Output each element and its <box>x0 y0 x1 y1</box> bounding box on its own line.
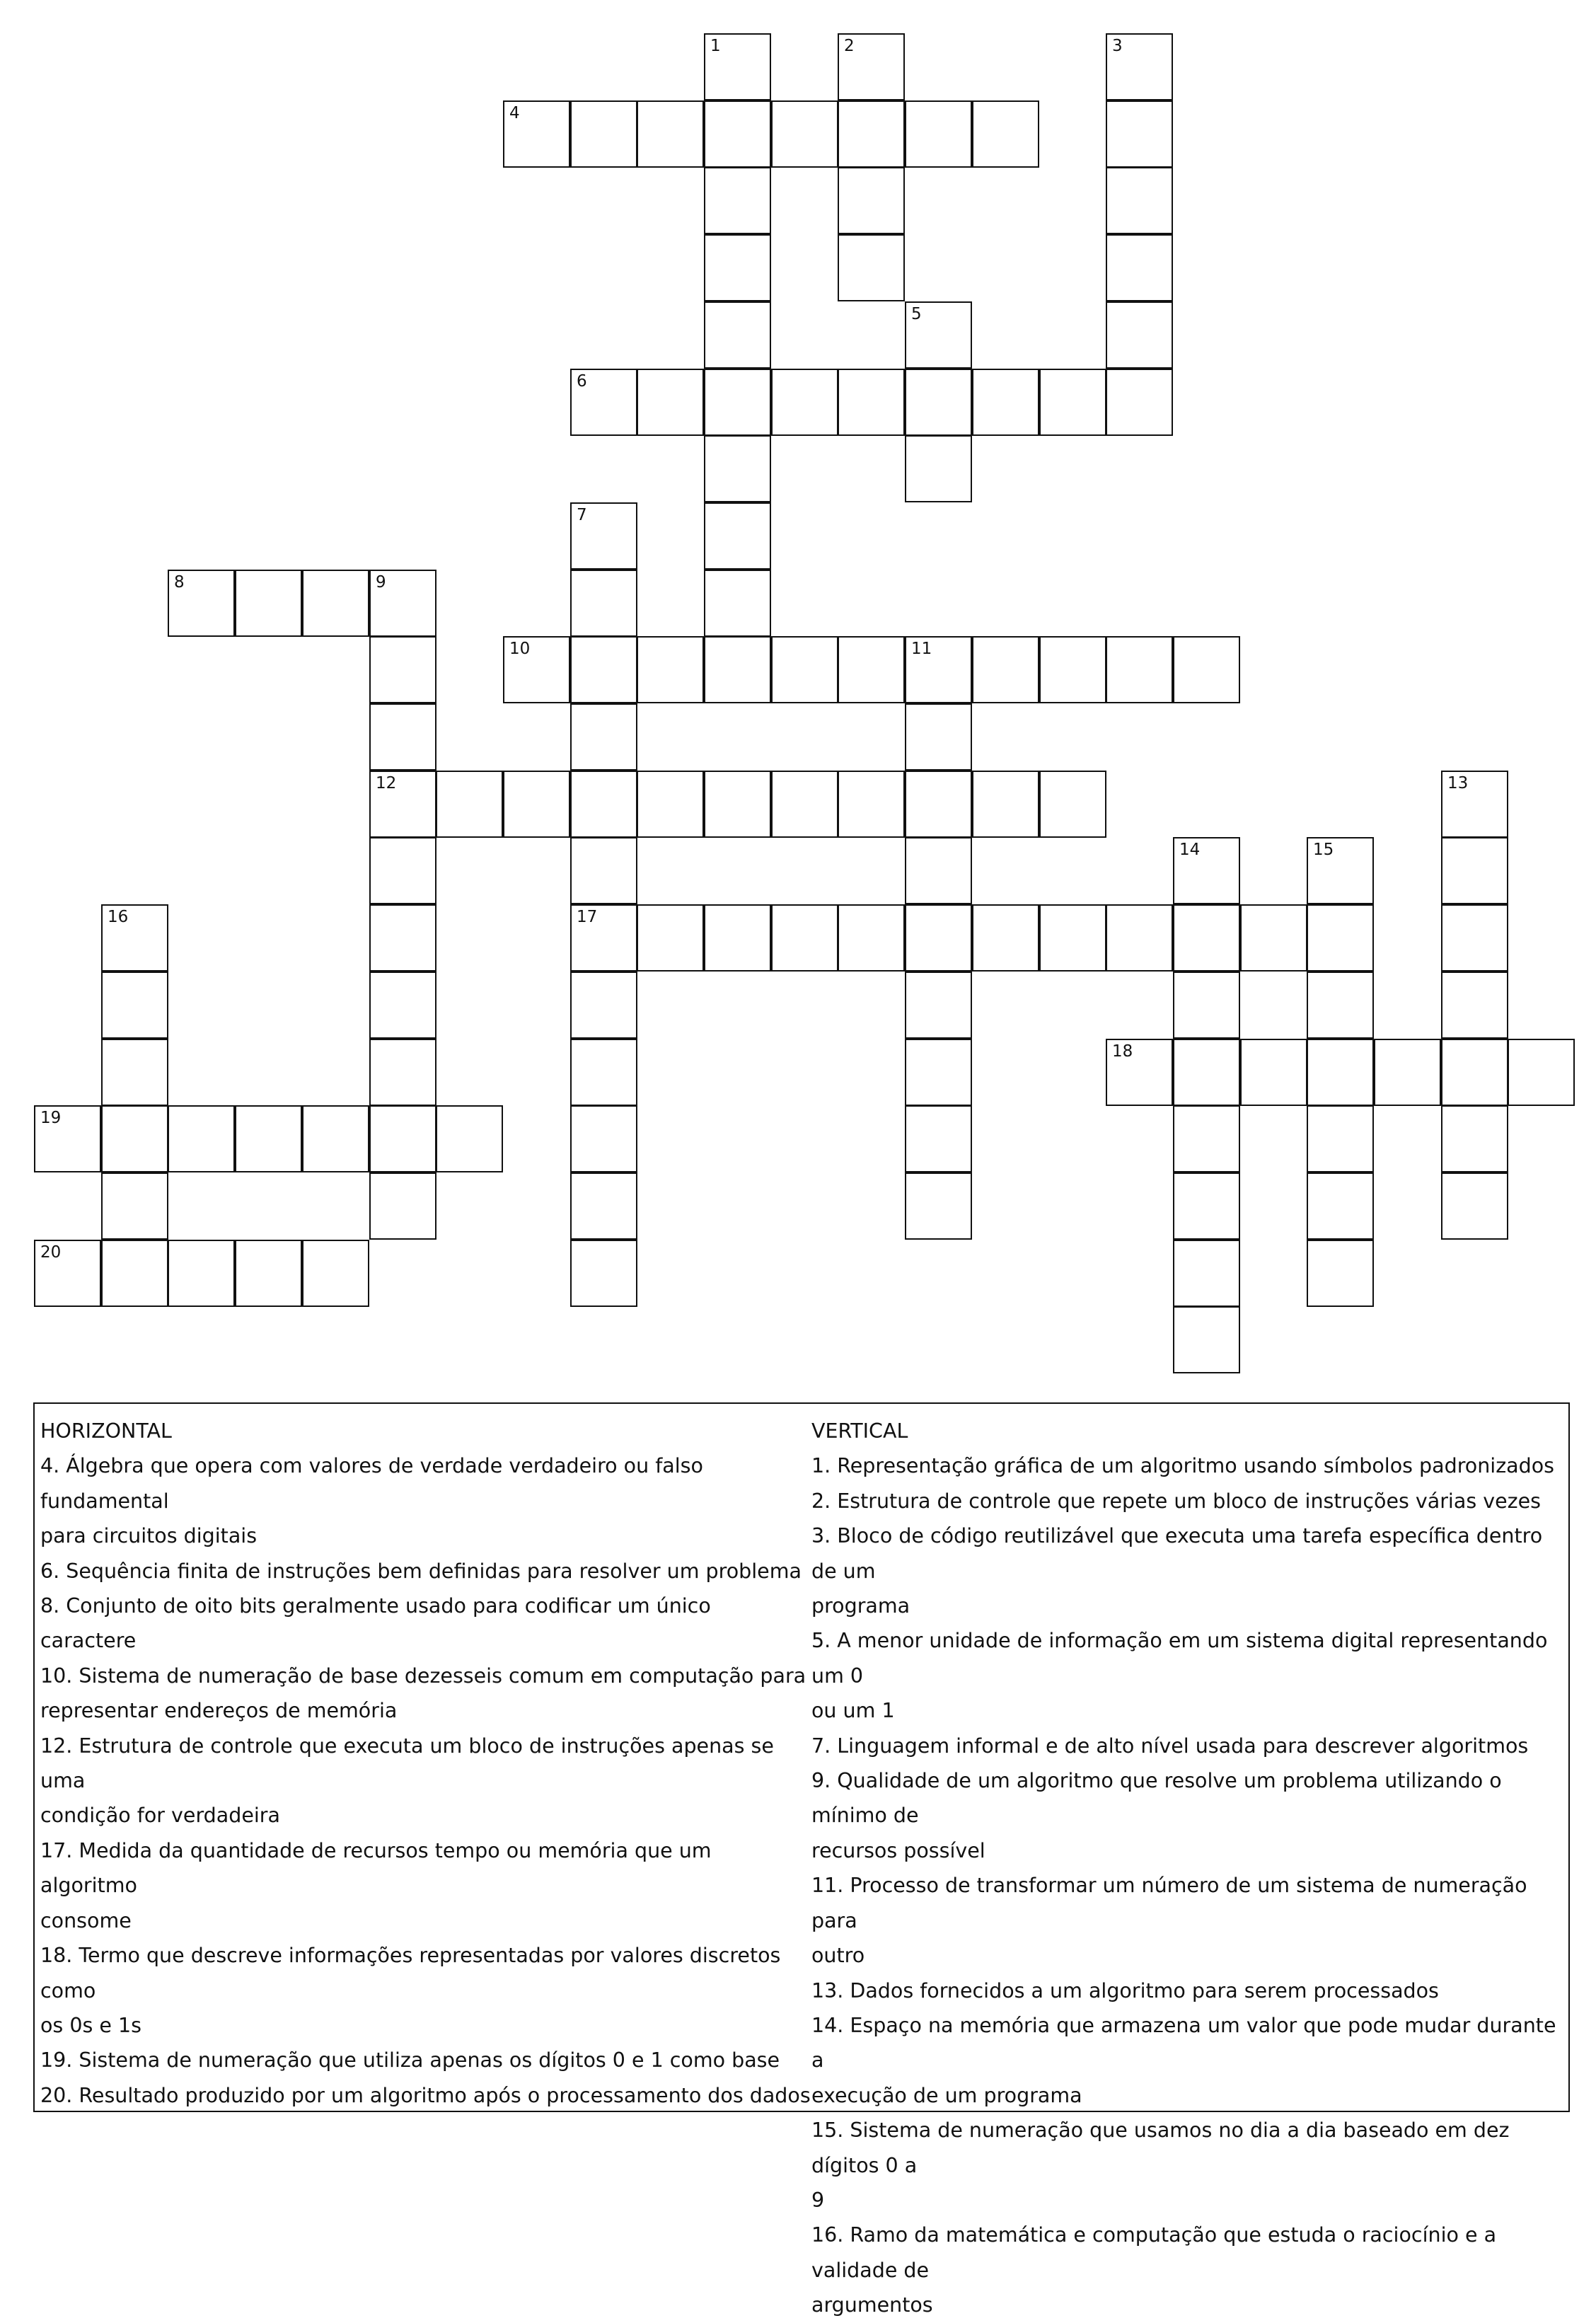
clue-line: ou um 1 <box>811 1699 895 1723</box>
crossword-cell[interactable] <box>1307 1240 1374 1307</box>
crossword-cell[interactable] <box>570 570 637 637</box>
clue-line: para circuitos digitais <box>40 1524 258 1548</box>
crossword-cell[interactable] <box>704 369 771 436</box>
crossword-cell[interactable] <box>838 234 905 301</box>
clue-line: 7. Linguagem informal e de alto nível usada para descrever algoritmos <box>811 1734 1529 1758</box>
clue-number: 15 <box>1313 841 1334 859</box>
crossword-cell[interactable] <box>905 1105 972 1172</box>
crossword-cell[interactable] <box>235 1105 302 1172</box>
crossword-cell[interactable] <box>570 904 637 972</box>
crossword-cell[interactable] <box>1307 1039 1374 1106</box>
clue-line: condição for verdadeira <box>40 1804 280 1828</box>
crossword-cell[interactable] <box>570 1172 637 1240</box>
crossword-cell[interactable] <box>1307 837 1374 904</box>
crossword-cell[interactable] <box>34 1240 101 1307</box>
clue-line: consome <box>40 1908 132 1932</box>
crossword-cell[interactable] <box>34 1105 101 1172</box>
clue-number: 11 <box>911 640 932 658</box>
crossword-cell[interactable] <box>1307 972 1374 1039</box>
crossword-cell[interactable] <box>1307 1105 1374 1172</box>
clue-number: 4 <box>509 104 520 122</box>
clue-number: 18 <box>1112 1042 1133 1061</box>
crossword-cell[interactable] <box>704 100 771 168</box>
crossword-cell[interactable] <box>704 502 771 570</box>
crossword-cell[interactable] <box>1173 1240 1240 1307</box>
crossword-cell[interactable] <box>168 570 235 637</box>
crossword-cell[interactable] <box>570 972 637 1039</box>
crossword-cell[interactable] <box>503 100 570 168</box>
crossword-cell[interactable] <box>838 904 905 972</box>
crossword-cell[interactable] <box>1106 636 1173 703</box>
crossword-cell[interactable] <box>369 771 436 838</box>
clue-line: 6. Sequência finita de instruções bem definidas para resolver um problema <box>40 1559 802 1583</box>
clues-heading: HORIZONTAL <box>40 1419 172 1443</box>
crossword-cell[interactable] <box>369 904 436 972</box>
clue-line: representar endereços de memória <box>40 1699 398 1723</box>
crossword-cell[interactable] <box>905 100 972 168</box>
crossword-cell[interactable] <box>369 570 436 637</box>
clue-line: 10. Sistema de numeração de base dezesseis comum em computação para <box>40 1664 806 1688</box>
crossword-cell[interactable] <box>1173 1306 1240 1373</box>
crossword-cell[interactable] <box>972 369 1039 436</box>
crossword-cell[interactable] <box>1307 1172 1374 1240</box>
crossword-cell[interactable] <box>1106 167 1173 234</box>
crossword-cell[interactable] <box>1106 234 1173 301</box>
clue-line: 12. Estrutura de controle que executa um bloco de instruções apenas se uma <box>40 1734 774 1793</box>
crossword-cell[interactable] <box>168 1240 235 1307</box>
crossword-cell[interactable] <box>637 100 704 168</box>
crossword-cell[interactable] <box>637 904 704 972</box>
clue-number: 13 <box>1447 774 1469 792</box>
crossword-cell[interactable] <box>637 636 704 703</box>
crossword-cell[interactable] <box>570 636 637 703</box>
crossword-cell[interactable] <box>838 167 905 234</box>
crossword-cell[interactable] <box>704 771 771 838</box>
crossword-cell[interactable] <box>905 703 972 771</box>
crossword-cell[interactable] <box>1173 1039 1240 1106</box>
crossword-cell[interactable] <box>1106 904 1173 972</box>
crossword-cell[interactable] <box>905 636 972 703</box>
crossword-cell[interactable] <box>1039 369 1106 436</box>
clue-number: 6 <box>577 372 587 391</box>
crossword-cell[interactable] <box>1441 1172 1508 1240</box>
horizontal-clues <box>40 1414 811 2113</box>
crossword-cell[interactable] <box>905 771 972 838</box>
clue-number: 8 <box>174 573 185 592</box>
crossword-cell[interactable] <box>838 100 905 168</box>
crossword-cell[interactable] <box>704 904 771 972</box>
crossword-cell[interactable] <box>704 234 771 301</box>
crossword-cell[interactable] <box>905 1172 972 1240</box>
crossword-cell[interactable] <box>1173 972 1240 1039</box>
crossword-cell[interactable] <box>771 771 838 838</box>
crossword-cell[interactable] <box>905 369 972 436</box>
crossword-cell[interactable] <box>1173 636 1240 703</box>
clue-line: argumentos <box>811 2293 933 2317</box>
crossword-cell[interactable] <box>704 33 771 100</box>
crossword-cell[interactable] <box>1240 904 1307 972</box>
clue-line: 17. Medida da quantidade de recursos tempo ou memória que um algoritmo <box>40 1838 712 1898</box>
crossword-cell[interactable] <box>503 771 570 838</box>
crossword-cell[interactable] <box>101 1240 168 1307</box>
clue-number: 3 <box>1112 37 1123 55</box>
crossword-cell[interactable] <box>570 100 637 168</box>
crossword-cell[interactable] <box>905 301 972 369</box>
crossword-cell[interactable] <box>838 771 905 838</box>
clue-line: 11. Processo de transformar um número de um sistema de numeração para <box>811 1874 1527 1932</box>
crossword-cell[interactable] <box>369 1039 436 1106</box>
crossword-cell[interactable] <box>1106 301 1173 369</box>
crossword-cell[interactable] <box>570 1240 637 1307</box>
clue-line: 13. Dados fornecidos a um algoritmo para serem processados <box>811 1978 1439 2002</box>
crossword-cell[interactable] <box>570 703 637 771</box>
crossword-cell[interactable] <box>1039 636 1106 703</box>
crossword-cell[interactable] <box>771 636 838 703</box>
clue-line: 18. Termo que descreve informações representadas por valores discretos como <box>40 1944 781 2002</box>
crossword-cell[interactable] <box>369 837 436 904</box>
crossword-cell[interactable] <box>235 1240 302 1307</box>
crossword-cell[interactable] <box>101 972 168 1039</box>
vertical-clues <box>811 1414 1570 2323</box>
crossword-cell[interactable] <box>369 703 436 771</box>
clue-line: 19. Sistema de numeração que utiliza apenas os dígitos 0 e 1 como base <box>40 2048 780 2073</box>
crossword-cell[interactable] <box>972 771 1039 838</box>
clue-number: 16 <box>108 908 129 926</box>
crossword-cell[interactable] <box>838 33 905 100</box>
clue-number: 1 <box>710 37 721 55</box>
clue-number: 10 <box>509 640 531 658</box>
clue-line: 3. Bloco de código reutilizável que executa uma tarefa específica dentro de um <box>811 1524 1543 1583</box>
clue-line: 15. Sistema de numeração que usamos no dia a dia baseado em dez dígitos 0 a <box>811 2119 1510 2177</box>
crossword-cell[interactable] <box>972 904 1039 972</box>
crossword-cell[interactable] <box>369 1105 436 1172</box>
crossword-cell[interactable] <box>1441 771 1508 838</box>
crossword-cell[interactable] <box>1441 837 1508 904</box>
crossword-cell[interactable] <box>905 904 972 972</box>
crossword-cell[interactable] <box>905 837 972 904</box>
crossword-cell[interactable] <box>704 301 771 369</box>
crossword-cell[interactable] <box>302 1240 369 1307</box>
crossword-cell[interactable] <box>503 636 570 703</box>
crossword-cell[interactable] <box>704 435 771 502</box>
crossword-cell[interactable] <box>1441 1039 1508 1106</box>
clue-number: 12 <box>376 774 397 792</box>
clue-number: 5 <box>911 305 922 323</box>
crossword-cell[interactable] <box>302 1105 369 1172</box>
crossword-cell[interactable] <box>1441 1105 1508 1172</box>
crossword-cell[interactable] <box>704 570 771 637</box>
crossword-cell[interactable] <box>1106 33 1173 100</box>
crossword-cell[interactable] <box>637 771 704 838</box>
crossword-cell[interactable] <box>704 167 771 234</box>
crossword-cell[interactable] <box>1173 1172 1240 1240</box>
crossword-cell[interactable] <box>235 570 302 637</box>
clue-line: outro <box>811 1944 865 1968</box>
crossword-cell[interactable] <box>1173 1105 1240 1172</box>
crossword-cell[interactable] <box>1441 972 1508 1039</box>
crossword-cell[interactable] <box>101 904 168 972</box>
crossword-cell[interactable] <box>570 369 637 436</box>
crossword-cell[interactable] <box>1106 369 1173 436</box>
crossword-cell[interactable] <box>302 570 369 637</box>
crossword-cell[interactable] <box>838 369 905 436</box>
clue-line: programa <box>811 1594 910 1618</box>
crossword-cell[interactable] <box>1106 100 1173 168</box>
crossword-cell[interactable] <box>1039 771 1106 838</box>
crossword-cell[interactable] <box>570 771 637 838</box>
crossword-cell[interactable] <box>101 1105 168 1172</box>
clue-line: 1. Representação gráfica de um algoritmo usando símbolos padronizados <box>811 1454 1555 1478</box>
clue-line: 8. Conjunto de oito bits geralmente usado para codificar um único caractere <box>40 1594 711 1653</box>
clue-line: 16. Ramo da matemática e computação que estuda o raciocínio e a validade de <box>811 2223 1497 2282</box>
crossword-cell[interactable] <box>570 1039 637 1106</box>
crossword-cell[interactable] <box>570 837 637 904</box>
crossword-cell[interactable] <box>771 369 838 436</box>
clue-number: 7 <box>577 506 587 524</box>
crossword-cell[interactable] <box>771 904 838 972</box>
clue-number: 17 <box>577 908 598 926</box>
clue-line: 5. A menor unidade de informação em um sistema digital representando um 0 <box>811 1629 1548 1688</box>
clue-line: 14. Espaço na memória que armazena um valor que pode mudar durante a <box>811 2013 1556 2073</box>
crossword-cell[interactable] <box>570 502 637 570</box>
crossword-cell[interactable] <box>1173 837 1240 904</box>
clue-line: execução de um programa <box>811 2083 1082 2107</box>
crossword-cell[interactable] <box>436 1105 503 1172</box>
crossword-cell[interactable] <box>369 972 436 1039</box>
crossword-cell[interactable] <box>637 369 704 436</box>
crossword-cell[interactable] <box>369 636 436 703</box>
crossword-cell[interactable] <box>570 1105 637 1172</box>
crossword-cell[interactable] <box>771 100 838 168</box>
crossword-cell[interactable] <box>1173 904 1240 972</box>
clue-line: 20. Resultado produzido por um algoritmo após o processamento dos dados <box>40 2083 811 2107</box>
clue-number: 2 <box>844 37 855 55</box>
clue-number: 14 <box>1179 841 1201 859</box>
crossword-cell[interactable] <box>101 1172 168 1240</box>
crossword-cell[interactable] <box>1240 1039 1307 1106</box>
crossword-cell[interactable] <box>704 636 771 703</box>
clue-number: 20 <box>40 1243 62 1262</box>
clue-line: recursos possível <box>811 1838 985 1862</box>
crossword-cell[interactable] <box>369 1172 436 1240</box>
clues-heading: VERTICAL <box>811 1419 908 1443</box>
crossword-cell[interactable] <box>972 100 1039 168</box>
crossword-cell[interactable] <box>1106 1039 1173 1106</box>
crossword-cell[interactable] <box>1374 1039 1441 1106</box>
clue-line: os 0s e 1s <box>40 2013 141 2037</box>
crossword-cell[interactable] <box>905 1039 972 1106</box>
crossword-cell[interactable] <box>101 1039 168 1106</box>
crossword-cell[interactable] <box>1039 904 1106 972</box>
clue-number: 19 <box>40 1109 62 1127</box>
clue-line: 9. Qualidade de um algoritmo que resolve um problema utilizando o mínimo de <box>811 1769 1502 1828</box>
clue-number: 9 <box>376 573 386 592</box>
crossword-cell[interactable] <box>1508 1039 1575 1106</box>
crossword-cell[interactable] <box>905 435 972 502</box>
crossword-cell[interactable] <box>905 972 972 1039</box>
crossword-cell[interactable] <box>972 636 1039 703</box>
clue-line: 9 <box>811 2188 825 2212</box>
crossword-cell[interactable] <box>1441 904 1508 972</box>
crossword-cell[interactable] <box>838 636 905 703</box>
crossword-cell[interactable] <box>436 771 503 838</box>
clue-line: 2. Estrutura de controle que repete um bloco de instruções várias vezes <box>811 1489 1541 1513</box>
clues-box <box>33 1402 1570 2317</box>
crossword-cell[interactable] <box>1307 904 1374 972</box>
crossword-cell[interactable] <box>168 1105 235 1172</box>
clue-line: 4. Álgebra que opera com valores de verdade verdadeiro ou falso fundamental <box>40 1454 703 1513</box>
